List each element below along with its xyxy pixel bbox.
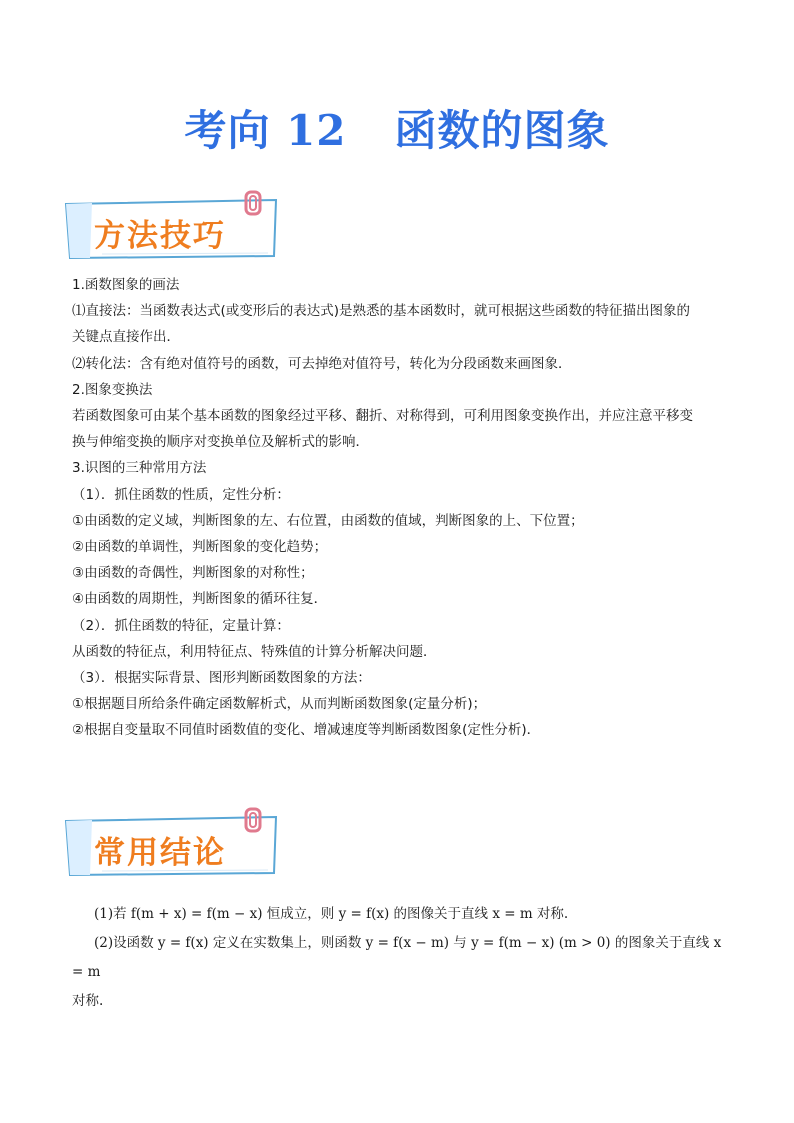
methods-line: 2.图象变换法 [72, 381, 153, 398]
title-topic: 函数的图象 [394, 106, 610, 155]
conclusions-text [72, 900, 722, 1016]
conclusion-line-3: 对称. [72, 993, 104, 1009]
methods-line: （3）．根据实际背景、图形判断函数图象的方法： [72, 670, 371, 687]
methods-line: 从函数的特征点，利用特征点、特殊值的计算分析解决问题． [72, 643, 437, 660]
methods-line: 3.识图的三种常用方法 [72, 460, 207, 477]
methods-line: 换与伸缩变换的顺序对变换单位及解析式的影响． [72, 434, 369, 451]
methods-line: ④由函数的周期性，判断图象的循环往复． [72, 591, 328, 608]
methods-line: ②由函数的单调性，判断图象的变化趋势； [72, 539, 328, 556]
section-banner-conclusions [62, 815, 282, 877]
methods-line: ①根据题目所给条件确定函数解析式，从而判断函数图象(定量分析)； [72, 696, 487, 713]
section-banner-methods [62, 198, 282, 260]
section-heading-conclusions: 常用结论 [94, 835, 226, 871]
methods-line: 若函数图象可由某个基本函数的图象经过平移、翻折、对称得到，可利用图象变换作出，并应注意平移变 [72, 408, 693, 425]
methods-text [72, 272, 722, 744]
methods-line: ②根据自变量取不同值时函数值的变化、增减速度等判断函数图象(定性分析)． [72, 722, 541, 739]
section-heading-methods: 方法技巧 [94, 218, 226, 254]
methods-line: ⑴直接法：当函数表达式(或变形后的表达式)是熟悉的基本函数时，就可根据这些函数的特征描出图象的 [72, 303, 691, 320]
methods-line: 关键点直接作出． [72, 329, 180, 346]
methods-line: （2）．抓住函数的特征，定量计算： [72, 617, 290, 634]
methods-line: （1）．抓住函数的性质，定性分析： [72, 486, 290, 503]
paper-clip-icon [240, 805, 266, 835]
methods-line: ①由函数的定义域，判断图象的左、右位置，由函数的值域，判断图象的上、下位置； [72, 512, 584, 529]
conclusion-line-2: (2)设函数 y = f(x) 定义在实数集上，则函数 y = f(x − m) 与 y = f(m − x) (m > 0) 的图象关于直线 x = m [72, 935, 722, 980]
title-number: 考向 12 [184, 106, 347, 155]
methods-line: ③由函数的奇偶性，判断图象的对称性； [72, 565, 314, 582]
conclusion-line-1: (1)若 f(m + x) = f(m − x) 恒成立，则 y = f(x) 的图像关于直线 x = m 对称. [94, 906, 569, 922]
methods-line: ⑵转化法：含有绝对值符号的函数，可去掉绝对值符号，转化为分段函数来画图象． [72, 355, 572, 372]
page-title [0, 98, 794, 158]
paper-clip-icon [240, 188, 266, 218]
methods-line: 1.函数图象的画法 [72, 277, 180, 293]
